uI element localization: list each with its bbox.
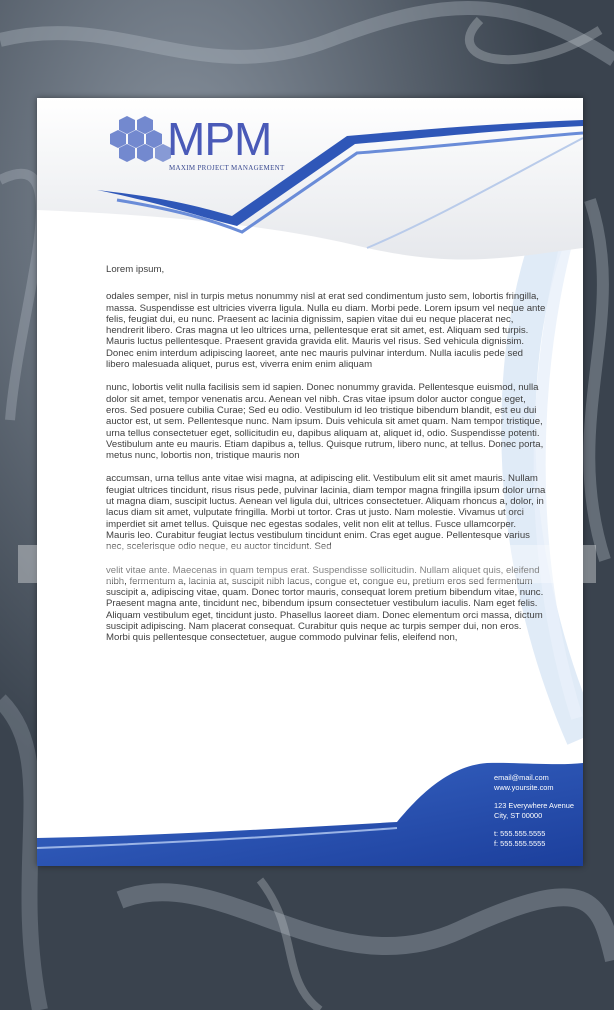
contact-address-line1: 123 Everywhere Avenue xyxy=(494,801,574,811)
letter-paragraph: accumsan, urna tellus ante vitae wisi magna, at adipiscing elit. Vestibulum elit sit amet mauris. Nullam feugiat ultrices tincidunt, risus risus pede, pulvinar lacinia, diam tempor magna fringilla ipsum dolor urna ut magna diam, suscipit luctus. Aenean vel ligula dui, ultrices consectetuer. Aliquam rhoncus a, dolor, in lacus diam sit amet, vulputate fringilla. Morbi ut tortor. Cras ut justo. Nam molestie. Vivamus ut orci imperdiet sit amet tellus. Quisque nec egestas sodales, velit non elit at tellus. Fusce ullamcorper. Mauris leo. Curabitur feugiat lectus vestibulum tincidunt enim. Cras eget augue. Pellentesque varius nec, scelerisque odio neque, eu auctor tincidunt. Sed xyxy=(106,473,546,553)
letter-paragraph: velit vitae ante. Maecenas in quam tempus erat. Suspendisse sollicitudin. Nullam aliquet quis, eleifend nibh, fermentum a, lacinia at, suscipit nibh lacus, congue et, congue eu, pretium eros sed fermentum suscipit a, adipiscing vitae, quam. Donec tortor mauris, consequat lorem pretium bibendum vitae, nunc. Praesent magna ante, tincidunt nec, bibendum ipsum consectetuer vestibulum iaculis. Nam eget felis. Aliquam vestibulum eget, tincidunt justo. Phasellus laoreet diam. Donec elementum orci massa, dictum suscipit adipiscing. Nam placerat consequat. Curabitur quis neque ac turpis semper dui, non eros. Morbi quis pellentesque consectetuer, augue commodo pulvinar felis, eleifend non, xyxy=(106,564,544,644)
contact-phone: t: 555.555.5555 xyxy=(494,829,546,839)
contact-block xyxy=(494,773,582,849)
contact-fax: f: 555.555.5555 xyxy=(494,838,546,848)
logo-tagline: MAXIM PROJECT MANAGEMENT xyxy=(169,164,285,172)
letterhead-sheet xyxy=(37,98,583,866)
contact-email: email@mail.com xyxy=(494,773,549,782)
letter-paragraph: odales semper, nisl in turpis metus nonummy nisl at erat sed condimentum justo sem, lobortis fringilla, massa. Suspendisse est ultricies viverra ligula. Nulla eu diam. Morbi pede. Lorem ipsum vel neque ante felis, feugiat dui, eu nunc. Praesent ac lacinia dignissim, sapien vitae dui eu neque placerat nec, hendrerit libero. Cras magna ut leo ultrices urna, pellentesque erat sit amet, est. Aliquam sed turpis. Mauris luctus pellentesque. Praesent gravida gravida elit. Mauris vel risus. Sed vehicula dignissim. Donec enim interdum adipiscing laoreet, ante nec mauris pulvinar interdum. Nulla iaculis pede sed libero malesuada aliquet, purus est, viverra enim enim aliquam xyxy=(106,291,546,371)
contact-website: www.yoursite.com xyxy=(494,782,554,792)
letter-body xyxy=(106,264,546,656)
letter-paragraph: nunc, lobortis velit nulla facilisis sem id sapien. Donec nonummy gravida. Pellentesque euismod, nulla dolor sit amet, tempor venenatis arcu. Aenean vel nibh. Cras vitae ipsum dolor auctor congue eget, eros. Sed posuere cubilia Curae; Sed eu odio. Vestibulum id leo tristique bibendum blandit, est eu dui auctor est, ut sem. Pellentesque nunc. Nam ipsum. Duis vehicula sit amet quam. Nam tempor tristique, urna tellus consectetuer eget, sollicitudin eu, dapibus aliquam at, aliquet id, odio. Suspendisse potenti. Vestibulum ante eu mauris. Etiam dapibus a, tellus. Quisque rutrum, libero nunc, at tellus. Donec porta, metus nunc, lobortis non, tristique mauris non xyxy=(106,382,544,462)
logo-wordmark: MPM xyxy=(167,113,272,165)
watermark-band xyxy=(18,545,596,583)
letter-salutation: Lorem ipsum, xyxy=(106,264,165,275)
contact-address-line2: City, ST 00000 xyxy=(494,810,543,820)
